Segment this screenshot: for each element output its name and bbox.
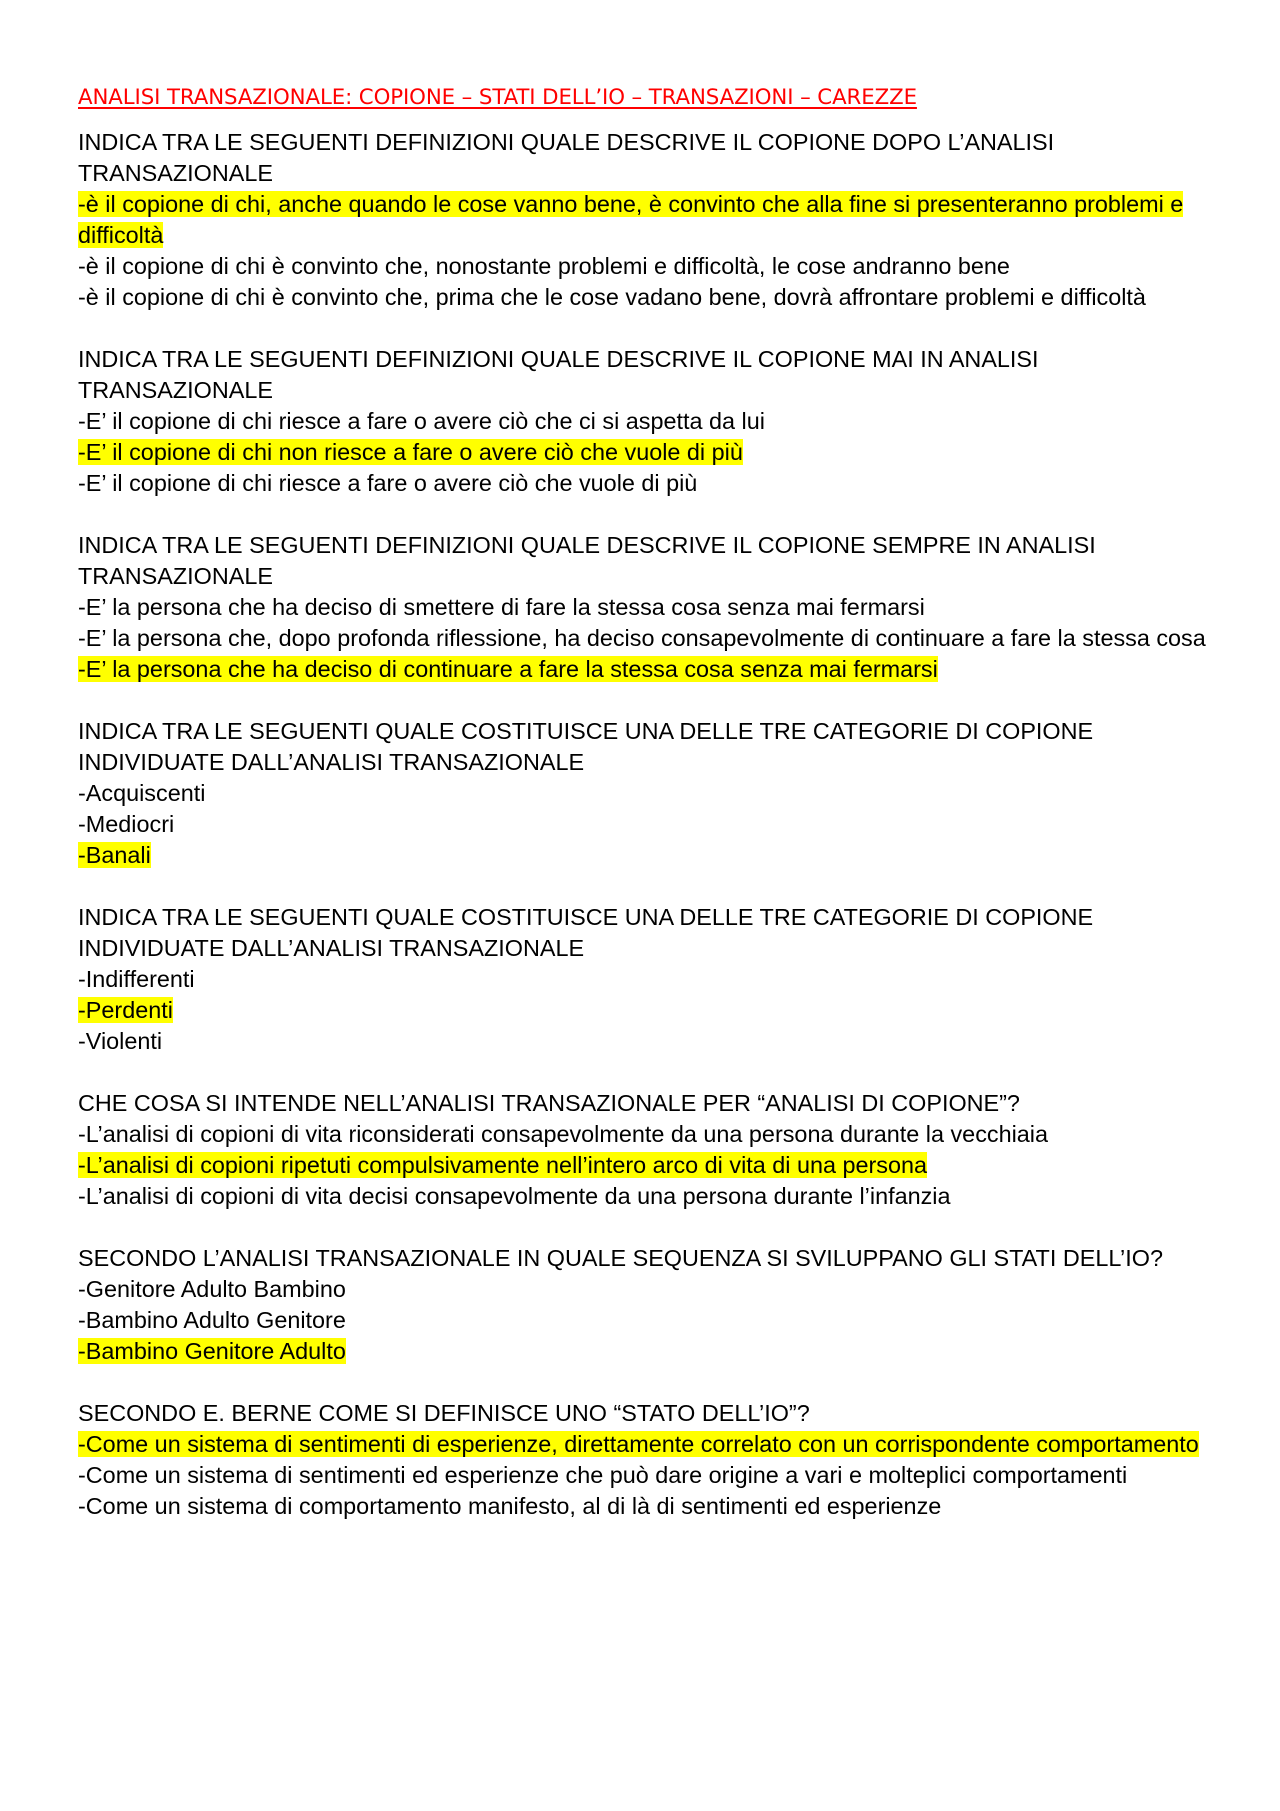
question-text: INDICA TRA LE SEGUENTI DEFINIZIONI QUALE DESCRIVE IL COPIONE MAI IN ANALISI TRANSAZIONALE <box>78 346 1039 403</box>
answer-option <box>78 1119 1218 1150</box>
highlighted-answer-text: -Come un sistema di sentimenti di esperienze, direttamente correlato con un corrispondente comportamento <box>78 1431 1199 1457</box>
question-text: INDICA TRA LE SEGUENTI DEFINIZIONI QUALE DESCRIVE IL COPIONE DOPO L’ANALISI TRANSAZIONALE <box>78 129 1055 186</box>
answer-option <box>78 592 1218 623</box>
answer-text: -Mediocri <box>78 811 175 837</box>
question-block <box>78 127 1218 313</box>
question-block <box>78 716 1218 871</box>
question-block <box>78 344 1218 499</box>
answer-text: -E’ il copione di chi riesce a fare o avere ciò che vuole di più <box>78 470 698 496</box>
answer-list <box>78 964 1218 1057</box>
highlighted-answer-text: -Bambino Genitore Adulto <box>78 1338 346 1364</box>
answer-text: -Indifferenti <box>78 966 195 992</box>
answer-list <box>78 1429 1218 1522</box>
answer-option <box>78 406 1218 437</box>
question-block <box>78 1243 1218 1367</box>
answer-option <box>78 1305 1218 1336</box>
answer-option-correct <box>78 840 1218 871</box>
answer-option <box>78 964 1218 995</box>
answer-text: -è il copione di chi è convinto che, prima che le cose vadano bene, dovrà affrontare problemi e difficoltà <box>78 284 1146 310</box>
answer-option <box>78 809 1218 840</box>
answer-list <box>78 406 1218 499</box>
question-text: INDICA TRA LE SEGUENTI QUALE COSTITUISCE UNA DELLE TRE CATEGORIE DI COPIONE INDIVIDUATE DALL’ANALISI TRANSAZIONALE <box>78 718 1094 775</box>
answer-text: -E’ la persona che ha deciso di smettere di fare la stessa cosa senza mai fermarsi <box>78 594 925 620</box>
answer-option-correct <box>78 437 1218 468</box>
question-block <box>78 1088 1218 1212</box>
answer-option-correct <box>78 654 1218 685</box>
question-text: CHE COSA SI INTENDE NELL’ANALISI TRANSAZIONALE PER “ANALISI DI COPIONE”? <box>78 1090 1020 1116</box>
answer-option <box>78 468 1218 499</box>
highlighted-answer-text: -E’ la persona che ha deciso di continuare a fare la stessa cosa senza mai fermarsi <box>78 656 938 682</box>
answer-text: -Violenti <box>78 1028 163 1054</box>
answer-list <box>78 1119 1218 1212</box>
answer-option <box>78 1274 1218 1305</box>
highlighted-answer-text: -E’ il copione di chi non riesce a fare o avere ciò che vuole di più <box>78 439 743 465</box>
answer-text: -E’ la persona che, dopo profonda riflessione, ha deciso consapevolmente di continuare a fare la stessa cosa <box>78 625 1206 651</box>
answer-text: -Come un sistema di comportamento manifesto, al di là di sentimenti ed esperienze <box>78 1493 942 1519</box>
answer-text: -Genitore Adulto Bambino <box>78 1276 346 1302</box>
answer-option <box>78 1460 1218 1491</box>
answer-option <box>78 1181 1218 1212</box>
answer-text: -Acquiscenti <box>78 780 206 806</box>
question-text: INDICA TRA LE SEGUENTI QUALE COSTITUISCE UNA DELLE TRE CATEGORIE DI COPIONE INDIVIDUATE DALL’ANALISI TRANSAZIONALE <box>78 904 1094 961</box>
question-text: SECONDO L’ANALISI TRANSAZIONALE IN QUALE SEQUENZA SI SVILUPPANO GLI STATI DELL’IO? <box>78 1245 1163 1271</box>
question-list <box>78 127 1218 1522</box>
highlighted-answer-text: -Banali <box>78 842 151 868</box>
answer-option <box>78 282 1218 313</box>
highlighted-answer-text: -L’analisi di copioni ripetuti compulsivamente nell’intero arco di vita di una persona <box>78 1152 928 1178</box>
answer-text: -Come un sistema di sentimenti ed esperienze che può dare origine a vari e molteplici comportamenti <box>78 1462 1128 1488</box>
answer-option <box>78 1491 1218 1522</box>
question-text: SECONDO E. BERNE COME SI DEFINISCE UNO “STATO DELL’IO”? <box>78 1400 810 1426</box>
answer-text: -E’ il copione di chi riesce a fare o avere ciò che ci si aspetta da lui <box>78 408 765 434</box>
answer-option-correct <box>78 1336 1218 1367</box>
question-block <box>78 902 1218 1057</box>
highlighted-answer-text: -Perdenti <box>78 997 173 1023</box>
answer-text: -è il copione di chi è convinto che, nonostante problemi e difficoltà, le cose andranno bene <box>78 253 1010 279</box>
answer-list <box>78 778 1218 871</box>
answer-text: -L’analisi di copioni di vita riconsiderati consapevolmente da una persona durante la vecchiaia <box>78 1121 1049 1147</box>
answer-option-correct <box>78 995 1218 1026</box>
answer-option <box>78 623 1218 654</box>
question-block <box>78 530 1218 685</box>
answer-list <box>78 1274 1218 1367</box>
document-page <box>78 82 1218 1553</box>
answer-option-correct <box>78 189 1218 251</box>
answer-list <box>78 189 1218 313</box>
answer-option <box>78 251 1218 282</box>
answer-text: -L’analisi di copioni di vita decisi consapevolmente da una persona durante l’infanzia <box>78 1183 951 1209</box>
answer-text: -Bambino Adulto Genitore <box>78 1307 346 1333</box>
answer-option <box>78 1026 1218 1057</box>
question-text: INDICA TRA LE SEGUENTI DEFINIZIONI QUALE DESCRIVE IL COPIONE SEMPRE IN ANALISI TRANSAZIONALE <box>78 532 1096 589</box>
question-block <box>78 1398 1218 1522</box>
answer-option <box>78 778 1218 809</box>
answer-option-correct <box>78 1429 1218 1460</box>
document-title: ANALISI TRANSAZIONALE: COPIONE – STATI DELL’IO – TRANSAZIONI – CAREZZE <box>78 85 917 110</box>
answer-option-correct <box>78 1150 1218 1181</box>
answer-list <box>78 592 1218 685</box>
highlighted-answer-text: -è il copione di chi, anche quando le cose vanno bene, è convinto che alla fine si presenteranno problemi e difficoltà <box>78 191 1184 248</box>
